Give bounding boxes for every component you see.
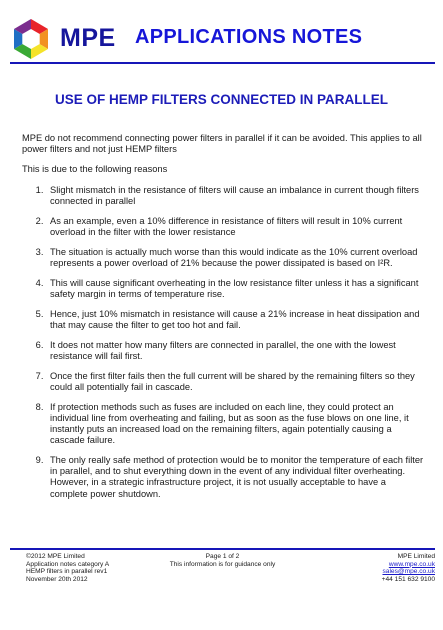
list-item: 5. Hence, just 10% mismatch in resistance will cause a 21% increase in heat dissipation and that may cause the filter to get too hot and fail.	[46, 309, 426, 331]
footer-contact	[382, 553, 435, 583]
footer-page-info	[10, 553, 435, 568]
document-title: USE OF HEMP FILTERS CONNECTED IN PARALLEL	[54, 92, 388, 107]
footer-divider	[10, 548, 435, 550]
footer-copyright: ©2012 MPE Limited	[26, 553, 85, 560]
company-name: MPE	[60, 24, 116, 52]
website-link[interactable]: www.mpe.co.uk	[388, 560, 435, 568]
lead-paragraph: This is due to the following reasons	[22, 164, 168, 175]
list-item: 4. This will cause significant overheating in the low resistance filter unless it has a significant safety margin in terms of temperature rise.	[46, 278, 426, 300]
guidance-note: This information is for guidance only	[169, 560, 276, 568]
page-number: Page 1 of 2	[205, 553, 240, 560]
intro-paragraph: MPE do not recommend connecting power filters in parallel if it can be avoided. This applies to all power filters and not just HEMP filters	[22, 133, 422, 155]
reasons-list	[22, 185, 426, 500]
hexagon-logo-icon	[10, 18, 52, 60]
footer-category: Application notes category A	[26, 560, 110, 568]
list-item: 6. It does not matter how many filters are connected in parallel, the one with the lowest resistance will fail first.	[46, 340, 426, 362]
footer-date: November 20th 2012	[26, 575, 88, 583]
list-item: 9. The only really safe method of protection would be to monitor the temperature of each filter in parallel, and to shut everything down in the event of any individual filter overheating. However, in a strategic infrastructure project, it is not usually acceptable to have a complete power shutdown.	[46, 455, 426, 500]
page-header	[10, 18, 435, 60]
footer-company: MPE Limited	[397, 553, 435, 560]
phone-number: +44 151 632 9100	[381, 575, 435, 583]
header-divider	[10, 62, 435, 64]
list-item: 8. If protection methods such as fuses are included on each line, they could protect an individual line from overheating and failing, but as soon as the fuse blows on one line, it instantly puts an increased load on the remaining filters, again potentially causing a cascade failure.	[46, 402, 426, 447]
email-link[interactable]: sales@mpe.co.uk	[382, 568, 435, 576]
footer-doc-ref: HEMP filters in parallel rev1	[26, 568, 108, 576]
list-item: 2. As an example, even a 10% difference in resistance of filters will result in 10% current overload in the filter with the lower resistance	[46, 216, 426, 238]
header-title: APPLICATIONS NOTES	[135, 26, 363, 48]
list-item: 1. Slight mismatch in the resistance of filters will cause an imbalance in current though filters connected in parallel	[46, 185, 426, 207]
document-body	[22, 133, 426, 508]
list-item: 7. Once the first filter fails then the full current will be shared by the remaining filters so they could all potentially fail in cascade.	[46, 371, 426, 393]
list-item: 3. The situation is actually much worse than this would indicate as the 10% current overload represents a power overload of 21% because the power dissipated is based on I²R.	[46, 247, 426, 269]
